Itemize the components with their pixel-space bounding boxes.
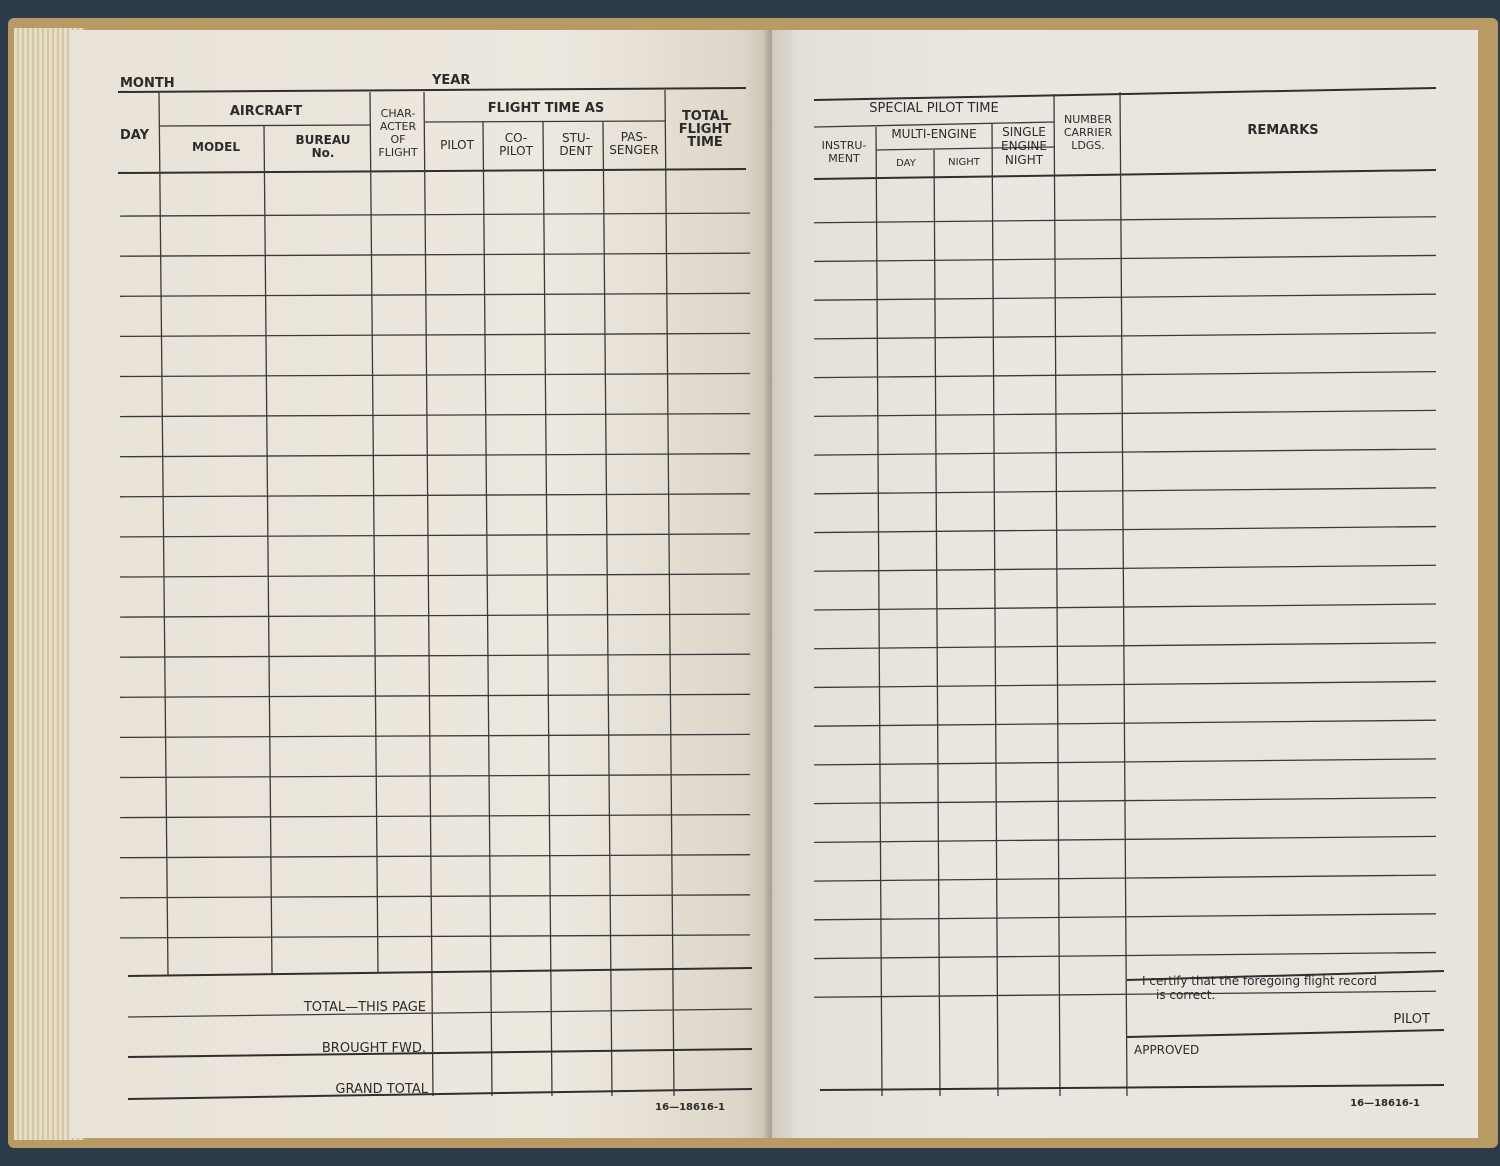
year-label: YEAR xyxy=(432,73,471,88)
passenger-header-2: SENGER xyxy=(609,143,659,157)
left-row-rule xyxy=(120,734,750,737)
multi-engine-day-header: DAY xyxy=(896,158,916,169)
right-row-rule xyxy=(814,294,1436,300)
left-entry-rows xyxy=(120,213,750,938)
left-row-rule xyxy=(120,614,750,617)
right-row-rule xyxy=(814,410,1436,416)
day-header: DAY xyxy=(120,128,150,143)
right-row-rule xyxy=(814,643,1436,649)
certify-text-2: is correct. xyxy=(1156,988,1216,1002)
character-header-1: CHAR- xyxy=(380,107,416,120)
total-flight-time-header-2: FLIGHT xyxy=(678,122,732,137)
right-row-rule xyxy=(814,217,1436,223)
left-row-rule xyxy=(120,855,750,858)
right-form-number: 16—18616-1 xyxy=(1350,1098,1420,1109)
left-row-rule xyxy=(120,253,750,256)
right-row-rule xyxy=(814,953,1436,959)
right-row-rule xyxy=(814,449,1436,455)
left-row-rule xyxy=(120,574,750,577)
right-column-rules xyxy=(876,92,1127,1096)
right-row-rule xyxy=(814,372,1436,378)
flight-time-as-header: FLIGHT TIME AS xyxy=(487,101,605,116)
right-row-rule xyxy=(814,527,1436,533)
carrier-landings-header-1: NUMBER xyxy=(1064,113,1112,126)
carrier-landings-header-3: LDGS. xyxy=(1071,139,1105,152)
grand-total-label: GRAND TOTAL xyxy=(335,1082,428,1097)
instrument-header-1: INSTRU- xyxy=(821,139,867,152)
student-header-2: DENT xyxy=(559,144,593,158)
total-this-page-label: TOTAL—THIS PAGE xyxy=(303,1000,426,1015)
special-pilot-time-header: SPECIAL PILOT TIME xyxy=(869,101,999,116)
left-row-rule xyxy=(120,213,750,216)
model-header: MODEL xyxy=(192,140,240,154)
copilot-header-1: CO- xyxy=(504,131,528,145)
left-row-rule xyxy=(120,895,750,898)
certify-text-1: I certify that the foregoing flight record xyxy=(1142,974,1377,988)
left-page xyxy=(70,30,770,1138)
instrument-header-2: MENT xyxy=(828,152,860,165)
aircraft-header: AIRCRAFT xyxy=(229,104,303,119)
right-row-rule xyxy=(814,488,1436,494)
right-row-rule xyxy=(814,255,1436,261)
bureau-header: BUREAU xyxy=(295,133,351,147)
left-page-form xyxy=(70,30,770,1138)
single-engine-header-2: ENGINE xyxy=(1001,139,1047,153)
multi-engine-night-header: NIGHT xyxy=(948,157,980,168)
character-header-2: ACTER xyxy=(379,120,417,133)
right-page-form xyxy=(772,30,1478,1138)
single-engine-header-3: NIGHT xyxy=(1004,153,1044,167)
total-flight-time-header-3: TIME xyxy=(687,135,723,150)
left-row-rule xyxy=(120,333,750,336)
left-row-rule xyxy=(120,935,750,938)
left-row-rule xyxy=(120,293,750,296)
approved-label: APPROVED xyxy=(1134,1043,1200,1057)
character-header-4: FLIGHT xyxy=(378,146,418,159)
left-row-rule xyxy=(120,374,750,377)
remarks-header: REMARKS xyxy=(1247,123,1319,138)
single-engine-header-1: SINGLE xyxy=(1002,125,1046,139)
left-row-rule xyxy=(120,654,750,657)
right-row-rule xyxy=(814,914,1436,920)
left-row-rule xyxy=(120,454,750,457)
right-page xyxy=(772,30,1478,1138)
left-form-number: 16—18616-1 xyxy=(655,1102,725,1113)
right-row-rule xyxy=(814,604,1436,610)
right-row-rule xyxy=(814,991,1436,997)
total-flight-time-header-1: TOTAL xyxy=(681,109,729,124)
left-column-rules xyxy=(159,90,674,1096)
character-header-3: OF xyxy=(390,133,406,146)
student-header-1: STU- xyxy=(561,131,591,145)
left-row-rule xyxy=(120,534,750,537)
multi-engine-header: MULTI-ENGINE xyxy=(891,127,977,141)
left-row-rule xyxy=(120,494,750,497)
month-label: MONTH xyxy=(120,76,175,91)
left-row-rule xyxy=(120,775,750,778)
right-row-rule xyxy=(814,565,1436,571)
right-row-rule xyxy=(814,333,1436,339)
pilot-signature-label: PILOT xyxy=(1393,1012,1430,1027)
brought-forward-label: BROUGHT FWD. xyxy=(321,1041,426,1056)
copilot-header-2: PILOT xyxy=(499,144,533,158)
carrier-landings-header-2: CARRIER xyxy=(1063,126,1113,139)
left-row-rule xyxy=(120,694,750,697)
left-row-rule xyxy=(120,414,750,417)
pilot-header: PILOT xyxy=(440,138,474,152)
left-row-rule xyxy=(120,815,750,818)
bureau-no-header: No. xyxy=(311,146,335,160)
passenger-header-1: PAS- xyxy=(620,130,648,144)
right-row-rule xyxy=(814,681,1436,687)
